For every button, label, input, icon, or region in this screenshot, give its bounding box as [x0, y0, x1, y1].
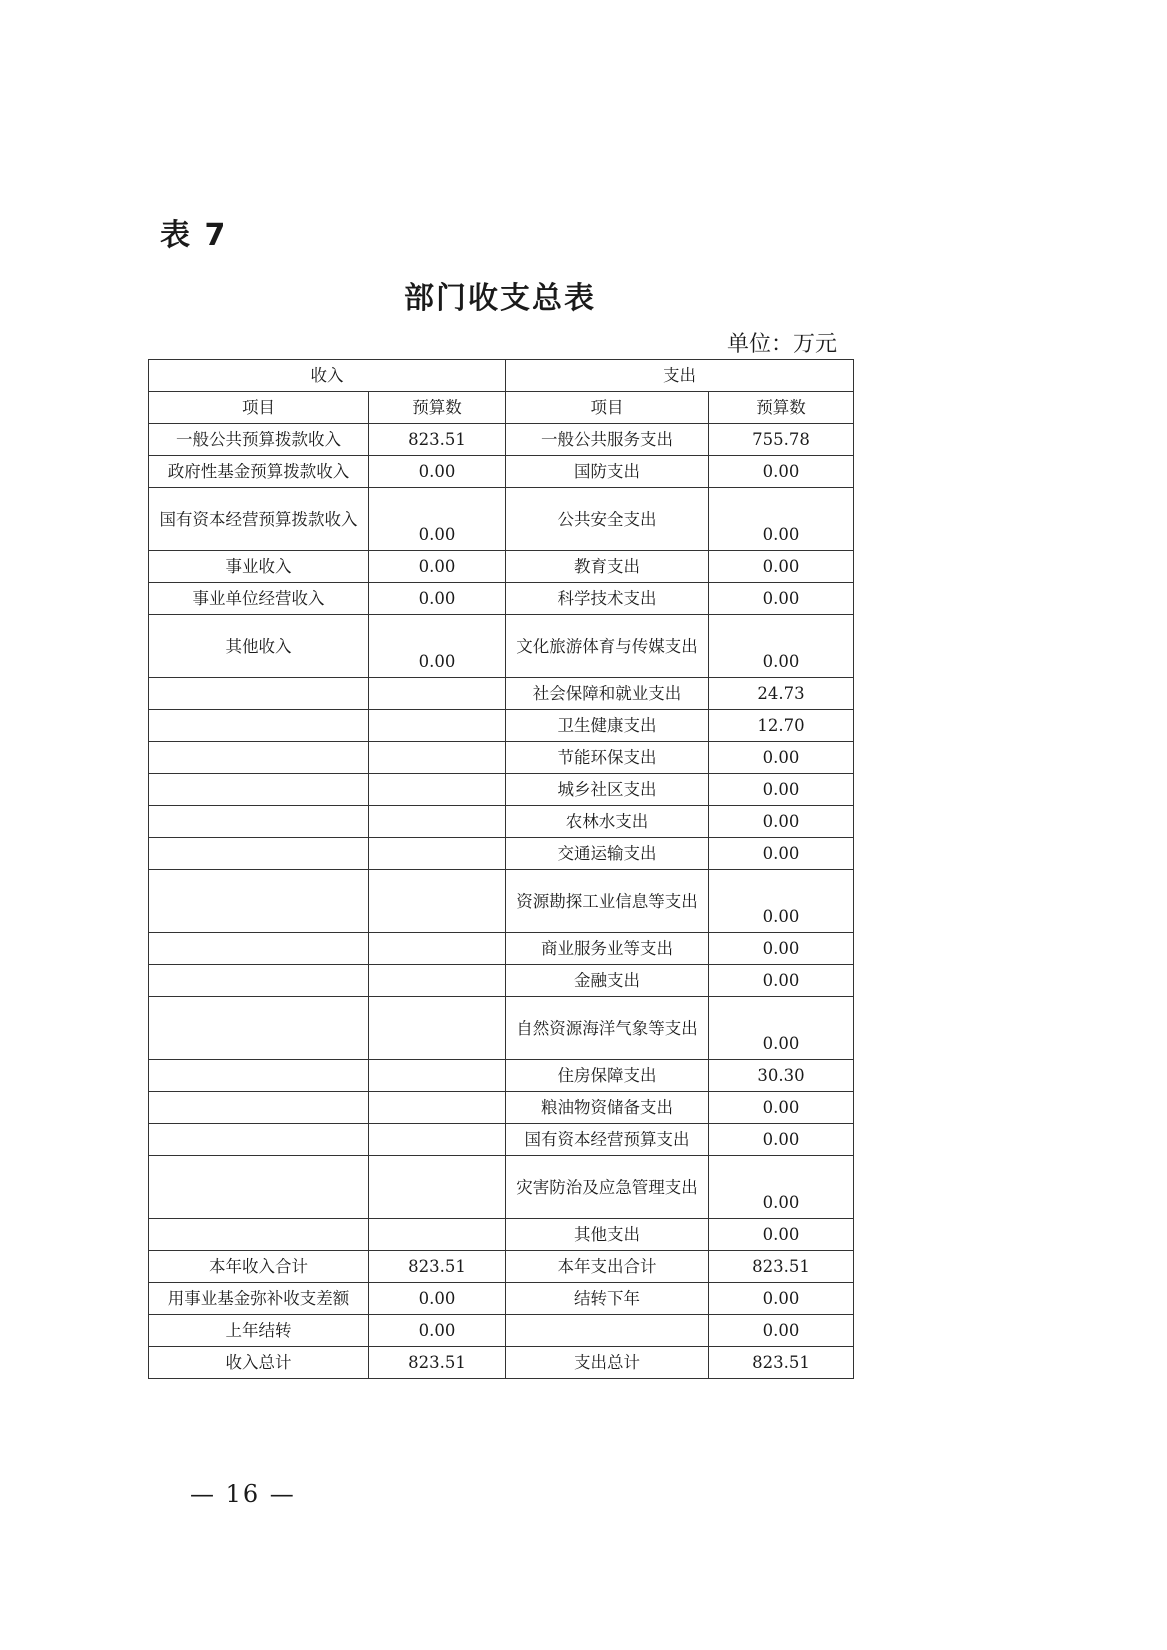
income-item-cell: 其他收入 — [149, 615, 369, 678]
income-item-cell: 用事业基金弥补收支差额 — [149, 1283, 369, 1315]
income-item-cell: 一般公共预算拨款收入 — [149, 424, 369, 456]
income-value-cell — [369, 997, 506, 1060]
expense-value-cell: 0.00 — [709, 551, 854, 583]
income-value-cell: 823.51 — [369, 1251, 506, 1283]
table-row — [149, 456, 854, 488]
income-value-cell — [369, 1092, 506, 1124]
table-row — [149, 774, 854, 806]
header-row-columns — [149, 392, 854, 424]
table-row — [149, 551, 854, 583]
income-item-cell — [149, 774, 369, 806]
table-row — [149, 870, 854, 933]
income-item-cell — [149, 1156, 369, 1219]
expense-value-cell: 0.00 — [709, 615, 854, 678]
income-value-cell: 0.00 — [369, 488, 506, 551]
income-header: 收入 — [149, 360, 506, 392]
expense-item-cell: 城乡社区支出 — [506, 774, 709, 806]
expense-item-cell: 卫生健康支出 — [506, 710, 709, 742]
expense-value-cell: 0.00 — [709, 933, 854, 965]
expense-value-cell: 0.00 — [709, 488, 854, 551]
income-value-cell: 0.00 — [369, 456, 506, 488]
expense-item-cell: 农林水支出 — [506, 806, 709, 838]
income-item-cell — [149, 742, 369, 774]
expense-item-header: 项目 — [506, 392, 709, 424]
income-value-cell — [369, 1156, 506, 1219]
expense-value-cell: 0.00 — [709, 1219, 854, 1251]
income-value-cell — [369, 678, 506, 710]
expense-item-cell: 支出总计 — [506, 1347, 709, 1379]
expense-item-cell: 文化旅游体育与传媒支出 — [506, 615, 709, 678]
expense-value-cell: 823.51 — [709, 1251, 854, 1283]
table-row — [149, 1124, 854, 1156]
expense-value-cell: 0.00 — [709, 965, 854, 997]
income-item-cell: 事业单位经营收入 — [149, 583, 369, 615]
expense-item-cell: 粮油物资储备支出 — [506, 1092, 709, 1124]
expense-value-cell: 30.30 — [709, 1060, 854, 1092]
expense-item-cell: 本年支出合计 — [506, 1251, 709, 1283]
income-value-cell — [369, 774, 506, 806]
income-value-cell: 0.00 — [369, 615, 506, 678]
income-item-cell — [149, 710, 369, 742]
expense-item-cell: 金融支出 — [506, 965, 709, 997]
expense-item-cell: 一般公共服务支出 — [506, 424, 709, 456]
expense-value-cell: 0.00 — [709, 1156, 854, 1219]
expense-value-cell: 0.00 — [709, 806, 854, 838]
income-value-cell: 0.00 — [369, 1315, 506, 1347]
expense-item-cell: 其他支出 — [506, 1219, 709, 1251]
income-value-cell — [369, 965, 506, 997]
expense-value-cell: 0.00 — [709, 997, 854, 1060]
income-item-cell — [149, 1219, 369, 1251]
expense-item-cell: 国防支出 — [506, 456, 709, 488]
expense-value-cell: 0.00 — [709, 742, 854, 774]
expense-value-cell: 0.00 — [709, 1315, 854, 1347]
income-item-cell: 政府性基金预算拨款收入 — [149, 456, 369, 488]
income-budget-header: 预算数 — [369, 392, 506, 424]
income-item-cell — [149, 838, 369, 870]
expense-item-cell: 科学技术支出 — [506, 583, 709, 615]
expense-value-cell: 0.00 — [709, 870, 854, 933]
table-row — [149, 424, 854, 456]
expense-value-cell: 12.70 — [709, 710, 854, 742]
table-row — [149, 710, 854, 742]
table-row — [149, 742, 854, 774]
income-value-cell — [369, 838, 506, 870]
income-value-cell: 823.51 — [369, 424, 506, 456]
income-item-cell: 上年结转 — [149, 1315, 369, 1347]
table-row — [149, 997, 854, 1060]
expense-value-cell: 0.00 — [709, 1124, 854, 1156]
expense-item-cell: 结转下年 — [506, 1283, 709, 1315]
table-row — [149, 1347, 854, 1379]
header-row-groups — [149, 360, 854, 392]
income-value-cell: 0.00 — [369, 551, 506, 583]
income-value-cell — [369, 710, 506, 742]
income-item-cell: 国有资本经营预算拨款收入 — [149, 488, 369, 551]
expense-item-cell: 交通运输支出 — [506, 838, 709, 870]
table-body — [149, 424, 854, 1379]
expense-item-cell: 国有资本经营预算支出 — [506, 1124, 709, 1156]
table-row — [149, 933, 854, 965]
income-value-cell — [369, 1124, 506, 1156]
income-item-cell — [149, 965, 369, 997]
table-row — [149, 838, 854, 870]
income-value-cell — [369, 870, 506, 933]
income-value-cell — [369, 806, 506, 838]
table-row — [149, 965, 854, 997]
income-value-cell — [369, 933, 506, 965]
table-row — [149, 1219, 854, 1251]
income-value-cell — [369, 742, 506, 774]
income-value-cell: 0.00 — [369, 583, 506, 615]
income-item-cell: 收入总计 — [149, 1347, 369, 1379]
table-row — [149, 488, 854, 551]
table-label: 表 7 — [160, 218, 228, 253]
income-value-cell — [369, 1060, 506, 1092]
income-item-cell: 本年收入合计 — [149, 1251, 369, 1283]
income-value-cell — [369, 1219, 506, 1251]
income-item-header: 项目 — [149, 392, 369, 424]
expense-item-cell: 自然资源海洋气象等支出 — [506, 997, 709, 1060]
income-item-cell: 事业收入 — [149, 551, 369, 583]
expense-value-cell: 0.00 — [709, 1092, 854, 1124]
income-value-cell: 823.51 — [369, 1347, 506, 1379]
expense-value-cell: 0.00 — [709, 838, 854, 870]
page-number: — 16 — — [190, 1480, 296, 1508]
expense-item-cell: 商业服务业等支出 — [506, 933, 709, 965]
expense-item-cell: 节能环保支出 — [506, 742, 709, 774]
expense-item-cell: 社会保障和就业支出 — [506, 678, 709, 710]
expense-value-cell: 24.73 — [709, 678, 854, 710]
income-item-cell — [149, 933, 369, 965]
expense-item-cell: 资源勘探工业信息等支出 — [506, 870, 709, 933]
table-row — [149, 1251, 854, 1283]
page-title: 部门收支总表 — [404, 281, 596, 316]
budget-table — [148, 359, 854, 1379]
income-item-cell — [149, 997, 369, 1060]
expense-item-cell: 教育支出 — [506, 551, 709, 583]
expense-budget-header: 预算数 — [709, 392, 854, 424]
table-row — [149, 678, 854, 710]
income-item-cell — [149, 870, 369, 933]
table-row — [149, 615, 854, 678]
table-row — [149, 1092, 854, 1124]
income-item-cell — [149, 1060, 369, 1092]
income-item-cell — [149, 1092, 369, 1124]
expense-value-cell: 0.00 — [709, 456, 854, 488]
table-row — [149, 806, 854, 838]
table-row — [149, 1060, 854, 1092]
income-item-cell — [149, 678, 369, 710]
income-item-cell — [149, 806, 369, 838]
expense-value-cell: 755.78 — [709, 424, 854, 456]
table-row — [149, 1283, 854, 1315]
expense-item-cell: 灾害防治及应急管理支出 — [506, 1156, 709, 1219]
table-row — [149, 583, 854, 615]
unit-label: 单位：万元 — [727, 332, 838, 357]
income-value-cell: 0.00 — [369, 1283, 506, 1315]
expense-value-cell: 823.51 — [709, 1347, 854, 1379]
income-item-cell — [149, 1124, 369, 1156]
expense-header: 支出 — [506, 360, 854, 392]
expense-value-cell: 0.00 — [709, 1283, 854, 1315]
expense-item-cell — [506, 1315, 709, 1347]
table-row — [149, 1315, 854, 1347]
expense-value-cell: 0.00 — [709, 583, 854, 615]
table-row — [149, 1156, 854, 1219]
expense-item-cell: 公共安全支出 — [506, 488, 709, 551]
expense-item-cell: 住房保障支出 — [506, 1060, 709, 1092]
expense-value-cell: 0.00 — [709, 774, 854, 806]
